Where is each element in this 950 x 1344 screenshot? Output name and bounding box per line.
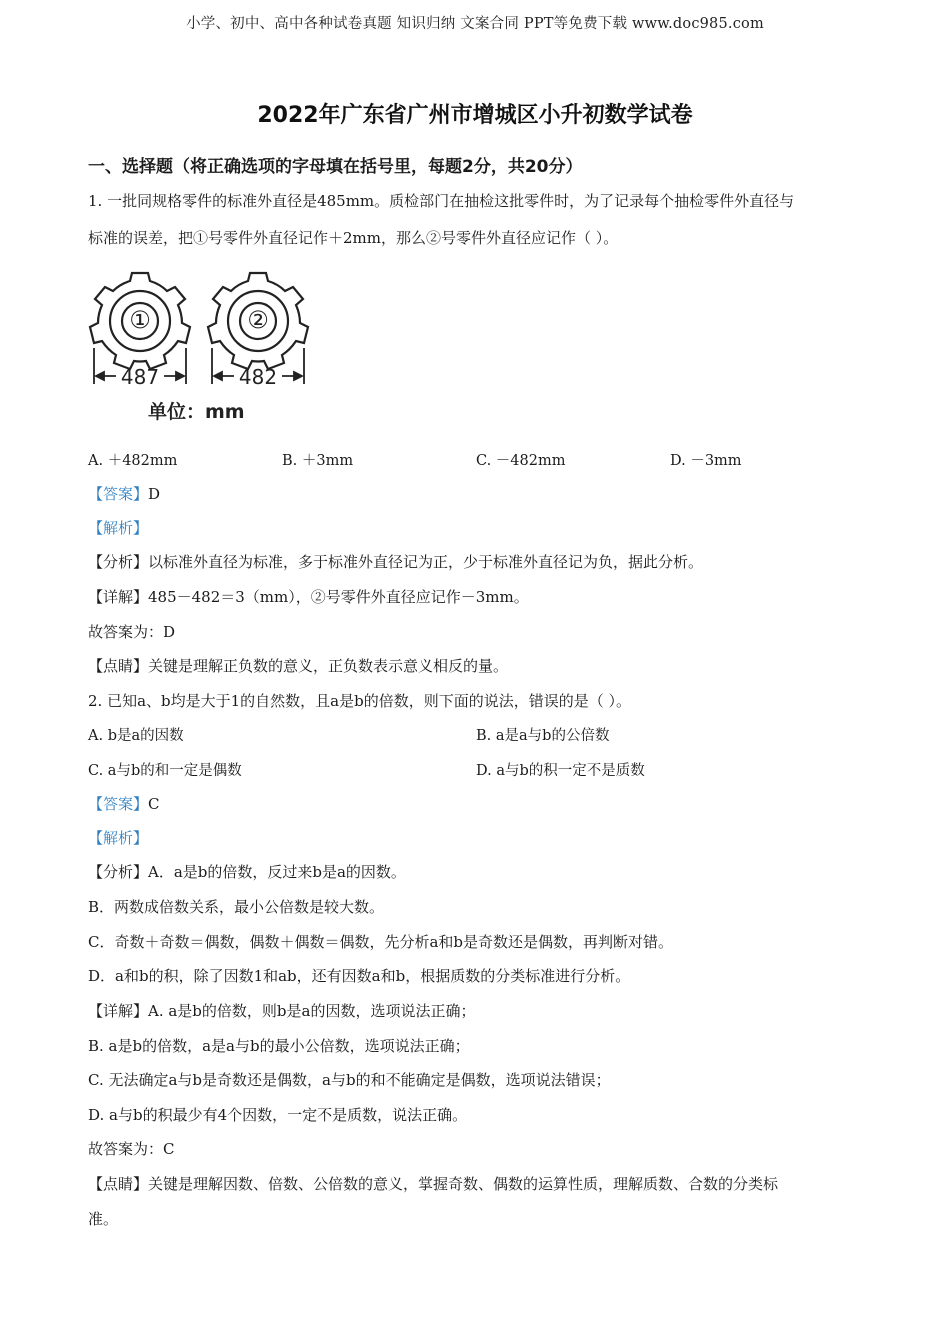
q2-answer: C [148,795,160,813]
q2-xiangjie-line: C. 无法确定a与b是奇数还是偶数，a与b的和不能确定是偶数，选项说法错误； [88,1071,611,1089]
q2-option-d: D. a与b的积一定不是质数 [476,763,645,779]
q2-dianjing-line1: 【点睛】关键是理解因数、倍数、公倍数的意义，掌握奇数、偶数的运算性质，理解质数、合数的分类标 [88,1175,779,1193]
q1-dianjing: 【点睛】关键是理解正负数的意义，正负数表示意义相反的量。 [88,657,509,675]
q2-option-c: C. a与b的和一定是偶数 [88,763,242,779]
page-title: 2022年广东省广州市增城区小升初数学试卷 [257,103,693,128]
q2-fenxi-line: D．a和b的积，除了因数1和ab，还有因数a和b，根据质数的分类标准进行分析。 [88,967,631,985]
q1-answer: D [148,485,161,503]
q2-stem: 2. 已知a、b均是大于1的自然数，且a是b的倍数，则下面的说法，错误的是（ ）。 [88,692,631,710]
q1-answer-row [88,483,160,504]
q2-dianjing-line2: 准。 [88,1210,119,1228]
gear-1-label: ① [129,306,151,334]
q2-conclusion: 故答案为：C [88,1140,175,1158]
q2-fenxi-line: C．奇数＋奇数＝偶数，偶数＋偶数＝偶数，先分析a和b是奇数还是偶数，再判断对错。 [88,933,674,951]
q2-xiangjie-line: D. a与b的积最少有4个因数，一定不是质数，说法正确。 [88,1106,468,1124]
q1-stem-line1: 1. 一批同规格零件的标准外直径是485mm。质检部门在抽检这批零件时，为了记录每个抽检零件外直径与 [88,192,795,210]
q2-option-a: A. b是a的因数 [88,728,184,744]
answer-tag: 【答案】 [88,795,149,813]
q1-option-a: A. ＋482mm [88,453,178,469]
dimension-482: 482 [238,365,278,389]
q1-option-d: D. －3mm [670,453,742,469]
q1-analysis-tag: 【解析】 [88,519,149,537]
q1-conclusion: 故答案为：D [88,623,176,641]
section-heading: 一、选择题（将正确选项的字母填在括号里，每题2分，共20分） [88,157,583,177]
gears-svg [88,262,318,427]
q1-option-c: C. －482mm [476,453,566,469]
page-header: 小学、初中、高中各种试卷真题 知识归纳 文案合同 PPT等免费下载 www.doc985.com [186,16,764,32]
q2-answer-row [88,793,160,814]
unit-label: 单位：mm [148,401,245,423]
q2-xiangjie-line: B. a是b的倍数，a是a与b的最小公倍数，选项说法正确； [88,1037,470,1055]
dimension-487: 487 [120,365,160,389]
answer-tag: 【答案】 [88,485,149,503]
q1-xiangjie: 【详解】485－482＝3（mm），②号零件外直径应记作－3mm。 [88,588,529,606]
q1-fenxi: 【分析】以标准外直径为标准，多于标准外直径记为正，少于标准外直径记为负，据此分析。 [88,553,704,571]
q2-xiangjie-line: 【详解】A. a是b的倍数，则b是a的因数，选项说法正确； [88,1002,476,1020]
gear-figure [88,262,318,427]
q2-option-b: B. a是a与b的公倍数 [476,728,610,744]
gear-2-label: ② [247,306,269,334]
q1-option-b: B. ＋3mm [282,453,354,469]
q1-stem-line2: 标准的误差，把①号零件外直径记作＋2mm，那么②号零件外直径应记作（ ）。 [88,229,619,247]
q2-fenxi-line: 【分析】A．a是b的倍数，反过来b是a的因数。 [88,863,406,881]
q2-analysis-tag: 【解析】 [88,829,149,847]
q2-fenxi-line: B．两数成倍数关系，最小公倍数是较大数。 [88,898,385,916]
